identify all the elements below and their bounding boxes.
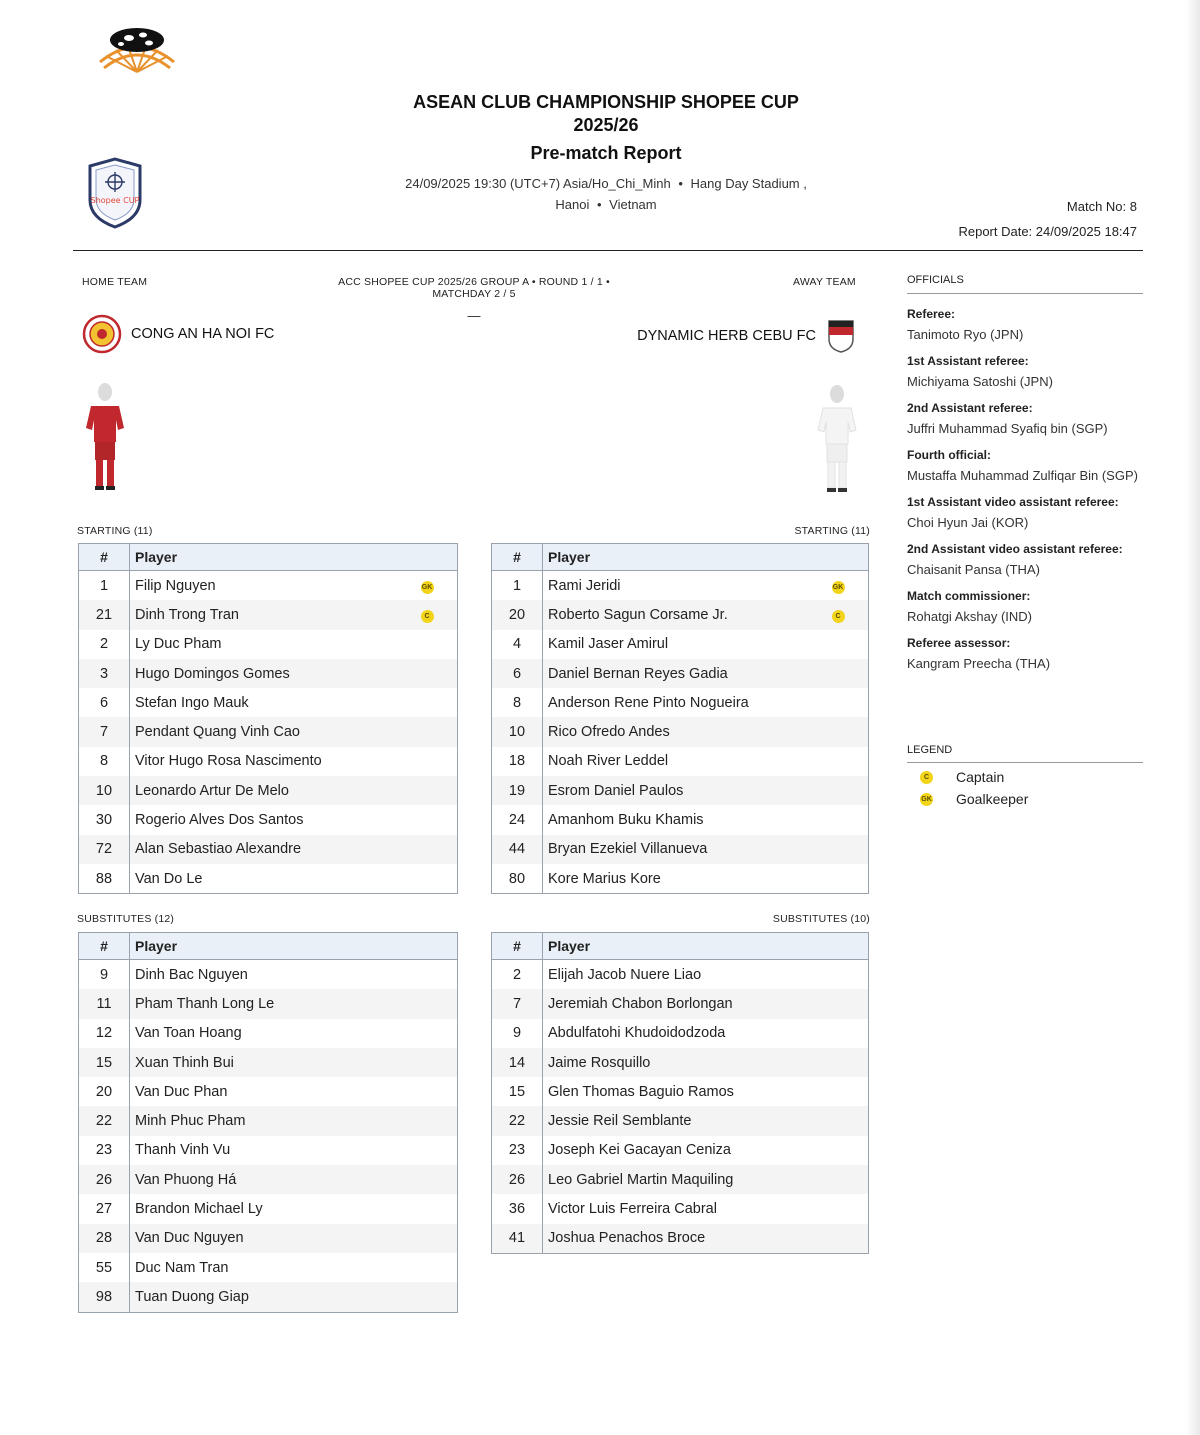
table-row [79, 688, 458, 717]
shopee-cup-logo [86, 156, 144, 230]
table-row [79, 1253, 458, 1282]
player-badge-cell [808, 747, 869, 776]
player-number: 10 [492, 717, 543, 746]
player-name: Noah River Leddel [548, 753, 669, 770]
goalkeeper-badge-icon: GK [920, 793, 933, 806]
player-number: 1 [79, 571, 130, 601]
table-row [492, 1136, 869, 1165]
player-number: 72 [79, 835, 130, 864]
match-country: Vietnam [609, 197, 657, 212]
player-name: Esrom Daniel Paulos [543, 776, 809, 805]
player-badge-cell [397, 571, 458, 601]
player-number: 23 [492, 1136, 543, 1165]
separator-dot: • [596, 197, 602, 212]
match-city: Hanoi [555, 197, 590, 212]
competition-line2: MATCHDAY 2 / 5 [432, 288, 516, 300]
legend-item [920, 766, 1140, 788]
player-number: 2 [79, 630, 130, 659]
official-entry [907, 492, 1143, 533]
player-number: 24 [492, 805, 543, 834]
column-header-number: # [492, 933, 543, 960]
report-title-line2: 2025/26 [573, 115, 639, 135]
player-name: Minh Phuc Pham [130, 1106, 458, 1135]
player-name: Xuan Thinh Bui [130, 1048, 458, 1077]
table-row [79, 1194, 458, 1223]
player-badge-cell [397, 747, 458, 776]
table-row [492, 1048, 869, 1077]
player-name: Dinh Trong Tran [130, 600, 398, 629]
away-subs-label: SUBSTITUTES (10) [772, 913, 870, 925]
player-badge-cell [808, 835, 869, 864]
player-number: 36 [492, 1194, 543, 1223]
player-badge-cell [397, 776, 458, 805]
player-name: Ly Duc Pham [135, 636, 222, 653]
player-number: 8 [79, 747, 130, 776]
player-number: 3 [79, 659, 130, 688]
report-date: Report Date: 24/09/2025 18:47 [958, 224, 1137, 239]
player-number: 7 [492, 989, 543, 1018]
official-name: Kangram Preecha (THA) [907, 656, 1051, 671]
table-row [492, 630, 869, 659]
table-row [79, 776, 458, 805]
player-number: 23 [79, 1136, 130, 1165]
official-role: 2nd Assistant video assistant referee: [907, 542, 1123, 556]
player-name: Vitor Hugo Rosa Nascimento [135, 753, 322, 770]
player-name: Jeremiah Chabon Borlongan [543, 989, 869, 1018]
table-row [492, 805, 869, 834]
table-row [492, 1077, 869, 1106]
player-name: Rogerio Alves Dos Santos [135, 812, 304, 829]
table-row [79, 1048, 458, 1077]
goalkeeper-badge-icon: GK [421, 581, 434, 594]
official-role: Fourth official: [907, 448, 991, 462]
officials-list [907, 304, 1143, 680]
match-datetime: 24/09/2025 19:30 (UTC+7) Asia/Ho_Chi_Minh [405, 176, 671, 191]
player-number: 28 [79, 1224, 130, 1253]
column-header-player: Player [130, 544, 458, 571]
official-role: 2nd Assistant referee: [907, 401, 1033, 415]
player-number: 44 [492, 835, 543, 864]
home-kit-figure [82, 380, 128, 494]
away-starting-table [491, 543, 869, 894]
table-row [492, 688, 869, 717]
away-starting-label: STARTING (11) [794, 525, 870, 537]
home-team-name: CONG AN HA NOI FC [131, 326, 275, 342]
player-number: 30 [79, 805, 130, 834]
legend-label: Goalkeeper [956, 791, 1029, 807]
table-row [492, 659, 869, 688]
player-number: 20 [492, 600, 543, 629]
home-subs-table [78, 932, 458, 1313]
away-subs-table [491, 932, 869, 1254]
player-name: Roberto Sagun Corsame Jr. [543, 600, 809, 629]
player-number: 22 [79, 1106, 130, 1135]
home-team-crest [81, 314, 123, 354]
home-subs-label: SUBSTITUTES (12) [77, 913, 175, 925]
home-team-label: HOME TEAM [82, 276, 148, 288]
player-badge-cell [808, 688, 869, 717]
table-row [79, 805, 458, 834]
player-number: 26 [492, 1165, 543, 1194]
captain-badge-icon: C [920, 771, 933, 784]
legend-divider [907, 762, 1143, 763]
player-badge-cell [397, 864, 458, 894]
table-row [79, 1282, 458, 1312]
player-number: 19 [492, 776, 543, 805]
player-name: Joseph Kei Gacayan Ceniza [548, 1142, 731, 1159]
away-team-name: DYNAMIC HERB CEBU FC [637, 328, 816, 344]
player-name: Pham Thanh Long Le [130, 989, 458, 1018]
table-row [492, 864, 869, 894]
player-name: Van Duc Nguyen [130, 1224, 458, 1253]
player-number: 20 [79, 1077, 130, 1106]
player-name: Kore Marius Kore [548, 870, 661, 887]
player-number: 41 [492, 1224, 543, 1254]
table-row [492, 989, 869, 1018]
table-row [492, 1224, 869, 1254]
player-name: Glen Thomas Baguio Ramos [548, 1083, 734, 1100]
player-name: Van Phuong Há [130, 1165, 458, 1194]
player-number: 27 [79, 1194, 130, 1223]
officials-divider [907, 293, 1143, 294]
official-name: Michiyama Satoshi (JPN) [907, 374, 1053, 389]
column-header-number: # [79, 544, 130, 571]
official-entry [907, 633, 1143, 674]
table-row [79, 835, 458, 864]
player-name: Duc Nam Tran [135, 1259, 229, 1276]
player-name: Elijah Jacob Nuere Liao [548, 966, 702, 983]
player-badge-cell [397, 835, 458, 864]
competition-round [300, 276, 648, 300]
player-name: Leo Gabriel Martin Maquiling [543, 1165, 869, 1194]
table-row [492, 1019, 869, 1048]
player-number: 15 [79, 1048, 130, 1077]
player-badge-cell [808, 717, 869, 746]
player-name: Anderson Rene Pinto Nogueira [548, 694, 749, 711]
player-name: Jaime Rosquillo [543, 1048, 869, 1077]
player-number: 6 [492, 659, 543, 688]
player-number: 4 [492, 630, 543, 659]
official-role: 1st Assistant video assistant referee: [907, 495, 1119, 509]
player-number: 12 [79, 1019, 130, 1048]
table-row [79, 747, 458, 776]
player-badge-cell [397, 717, 458, 746]
match-stadium: Hang Day Stadium , [690, 176, 807, 191]
player-name: Kamil Jaser Amirul [548, 636, 669, 653]
player-name: Leonardo Artur De Melo [130, 776, 398, 805]
player-name: Abdulfatohi Khudoidodzoda [548, 1025, 726, 1042]
player-name: Bryan Ezekiel Villanueva [543, 835, 809, 864]
player-name: Alan Sebastiao Alexandre [130, 835, 398, 864]
official-role: Referee assessor: [907, 636, 1011, 650]
shopee-cup-logo-text: Shopee CUP [90, 196, 140, 205]
official-role: Match commissioner: [907, 589, 1031, 603]
official-name: Tanimoto Ryo (JPN) [907, 327, 1024, 342]
table-row [79, 864, 458, 894]
score-placeholder: — [467, 308, 481, 323]
official-name: Juffri Muhammad Syafiq bin (SGP) [907, 421, 1108, 436]
table-row [79, 1077, 458, 1106]
player-name: Van Duc Phan [135, 1083, 228, 1100]
table-row [79, 1019, 458, 1048]
table-row [492, 1106, 869, 1135]
legend-list [920, 766, 1140, 810]
player-name: Rico Ofredo Andes [543, 717, 809, 746]
player-number: 26 [79, 1165, 130, 1194]
player-badge-cell [397, 630, 458, 659]
away-team-crest [826, 317, 856, 353]
match-location [300, 197, 912, 212]
column-header-player: Player [130, 933, 458, 960]
player-badge-cell [808, 659, 869, 688]
player-badge-cell [808, 600, 869, 629]
player-name: Jessie Reil Semblante [543, 1106, 869, 1135]
table-row [79, 630, 458, 659]
player-name: Pendant Quang Vinh Cao [130, 717, 398, 746]
match-number: Match No: 8 [1066, 199, 1137, 214]
player-badge-cell [808, 776, 869, 805]
table-row [79, 717, 458, 746]
player-number: 7 [79, 717, 130, 746]
player-name: Amanhom Buku Khamis [548, 812, 704, 829]
table-row [492, 960, 869, 990]
competition-line1: ACC SHOPEE CUP 2025/26 GROUP A • ROUND 1 / 1 • [338, 276, 610, 288]
table-row [492, 747, 869, 776]
table-row [79, 1136, 458, 1165]
table-row [492, 776, 869, 805]
header-divider [73, 250, 1143, 251]
table-row [79, 1165, 458, 1194]
captain-badge-icon: C [421, 610, 434, 623]
legend-heading: LEGEND [907, 744, 953, 756]
player-badge-cell [397, 659, 458, 688]
separator-dot: • [678, 176, 683, 191]
player-badge-cell [808, 864, 869, 894]
column-header-number: # [79, 933, 130, 960]
player-name: Van Toan Hoang [135, 1025, 242, 1042]
official-name: Chaisanit Pansa (THA) [907, 562, 1040, 577]
official-role: Referee: [907, 307, 956, 321]
player-badge-cell [808, 630, 869, 659]
player-number: 1 [492, 571, 543, 601]
officials-heading: OFFICIALS [907, 274, 964, 286]
player-badge-cell [397, 600, 458, 629]
player-number: 98 [79, 1282, 130, 1312]
player-badge-cell [397, 805, 458, 834]
table-row [79, 571, 458, 601]
player-badge-cell [397, 688, 458, 717]
player-number: 18 [492, 747, 543, 776]
legend-item [920, 788, 1140, 810]
player-name: Joshua Penachos Broce [543, 1224, 869, 1254]
page-edge-shadow [1186, 0, 1200, 1435]
goalkeeper-badge-icon: GK [832, 581, 845, 594]
player-badge-cell [808, 571, 869, 601]
player-name: Van Do Le [135, 870, 203, 887]
player-number: 22 [492, 1106, 543, 1135]
player-number: 15 [492, 1077, 543, 1106]
player-name: Victor Luis Ferreira Cabral [548, 1201, 717, 1218]
player-number: 8 [492, 688, 543, 717]
column-header-player: Player [543, 933, 869, 960]
official-name: Choi Hyun Jai (KOR) [907, 515, 1029, 530]
federation-logo [96, 22, 178, 76]
report-type: Pre-match Report [530, 143, 682, 163]
table-row [492, 1194, 869, 1223]
table-row [79, 659, 458, 688]
table-row [79, 600, 458, 629]
table-row [492, 571, 869, 601]
player-number: 6 [79, 688, 130, 717]
official-entry [907, 398, 1143, 439]
table-row [79, 1106, 458, 1135]
table-row [492, 600, 869, 629]
table-row [492, 1165, 869, 1194]
home-starting-label: STARTING (11) [77, 525, 153, 537]
player-number: 9 [79, 960, 130, 990]
player-badge-cell [808, 805, 869, 834]
away-team-label: AWAY TEAM [793, 276, 856, 288]
official-entry [907, 304, 1143, 345]
player-number: 55 [79, 1253, 130, 1282]
player-name: Thanh Vinh Vu [135, 1142, 231, 1159]
away-kit-figure [814, 382, 860, 496]
home-starting-table [78, 543, 458, 894]
column-header-player: Player [543, 544, 869, 571]
player-name: Dinh Bac Nguyen [135, 966, 248, 983]
player-name: Brandon Michael Ly [135, 1201, 263, 1218]
player-name: Stefan Ingo Mauk [135, 694, 249, 711]
official-name: Rohatgi Akshay (IND) [907, 609, 1032, 624]
player-number: 14 [492, 1048, 543, 1077]
table-row [79, 960, 458, 990]
player-name: Daniel Bernan Reyes Gadia [543, 659, 809, 688]
column-header-number: # [492, 544, 543, 571]
official-entry [907, 351, 1143, 392]
official-entry [907, 586, 1143, 627]
report-title-line1: ASEAN CLUB CHAMPIONSHIP SHOPEE CUP [413, 92, 799, 112]
official-name: Mustaffa Muhammad Zulfiqar Bin (SGP) [907, 468, 1138, 483]
official-role: 1st Assistant referee: [907, 354, 1029, 368]
player-number: 88 [79, 864, 130, 894]
player-number: 21 [79, 600, 130, 629]
captain-badge-icon: C [832, 610, 845, 623]
player-name: Tuan Duong Giap [130, 1282, 458, 1312]
table-row [492, 717, 869, 746]
player-number: 80 [492, 864, 543, 894]
player-number: 2 [492, 960, 543, 990]
player-number: 9 [492, 1019, 543, 1048]
table-row [492, 835, 869, 864]
official-entry [907, 539, 1143, 580]
player-name: Rami Jeridi [548, 577, 621, 594]
official-entry [907, 445, 1143, 486]
player-name: Filip Nguyen [135, 577, 216, 594]
player-number: 11 [79, 989, 130, 1018]
table-row [79, 989, 458, 1018]
match-datetime-venue [300, 176, 912, 191]
player-number: 10 [79, 776, 130, 805]
legend-label: Captain [956, 769, 1005, 785]
player-name: Hugo Domingos Gomes [130, 659, 398, 688]
table-row [79, 1224, 458, 1253]
